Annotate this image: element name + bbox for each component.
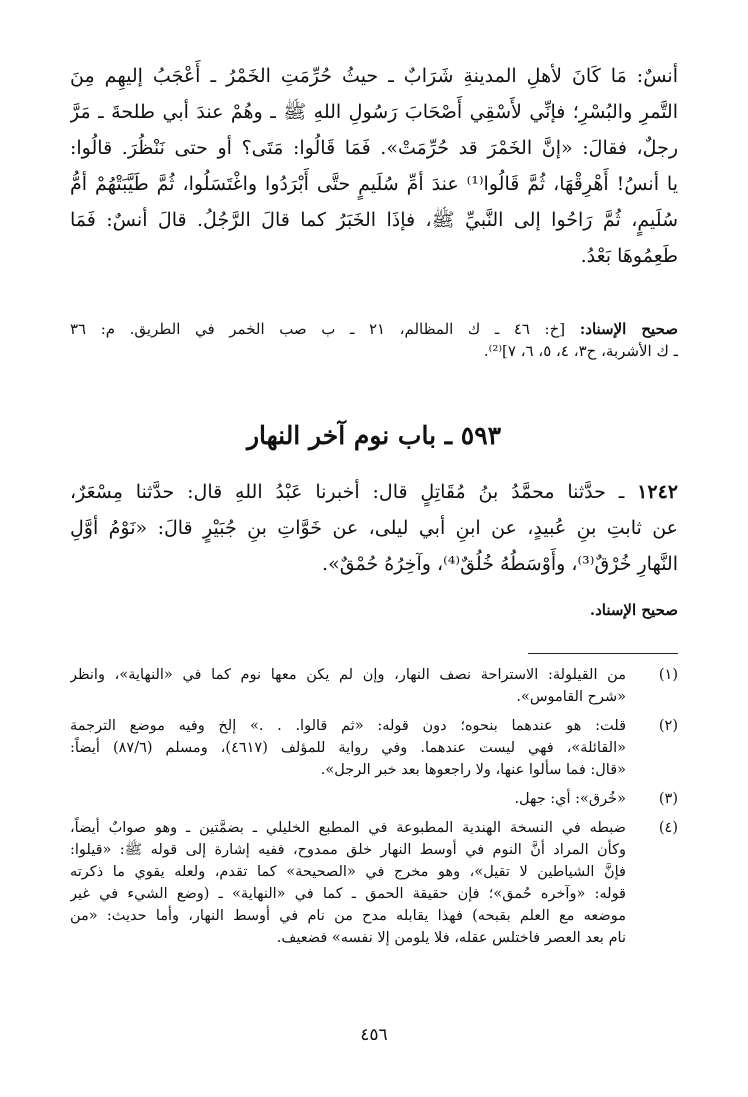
isnad-refs: [خ: ٤٦ ـ ك المظالم، ٢١ ـ ب صب الخمر في الطريق. م: ٣٦ bbox=[70, 320, 580, 338]
text-line: طَعِمُوهَا بَعْدُ. bbox=[580, 245, 678, 267]
footnote-number: (٢) bbox=[658, 718, 678, 734]
page-number: ٤٥٦ bbox=[360, 1025, 388, 1045]
footnote-line: «قال: فما سألوا عنها، ولا راجعوها بعد خبر الرجل». bbox=[320, 762, 626, 778]
isnad-grading-2: صحيح الإسناد. bbox=[589, 601, 678, 619]
isnad-line bbox=[70, 318, 678, 340]
footnote-number: (١) bbox=[658, 667, 678, 683]
footnote-text bbox=[70, 664, 626, 708]
hadith-1242 bbox=[70, 474, 678, 582]
footnote-text bbox=[70, 715, 626, 781]
text-line: التَّمرِ والبُسْرِ؛ فإنِّي لأَسْقِي أَصْحَابَ رَسُولِ اللهِ ﷺ ـ وهُمْ عندَ أبي طلحةَ ـ مَرَّ bbox=[70, 101, 678, 123]
footnote-line: من القيلولة: الاستراحة نصف النهار، وإن لم يكن معها نوم كما في «النهاية»، وانظر bbox=[70, 667, 626, 683]
footnote-line: ضبطه في النسخة الهندية المطبوعة في المطبع الخليلي ـ بضمَّتين ـ وهو صوابٌ أيضاً، bbox=[70, 820, 626, 836]
text-line: يا أنسُ! أَهْرِقْهَا، ثُمَّ قَالُوا⁽¹⁾ عندَ أمِّ سُلَيمٍ حتَّى أَبْرَدُوا واغْتَسَلُوا، ثُمَّ طَيَّبَتْهُمْ أمُّ bbox=[70, 173, 678, 195]
footnote-line: «شرح القاموس». bbox=[516, 689, 626, 705]
footnote bbox=[70, 817, 678, 949]
isnad-line: ـ ك الأشربة، ح٣، ٤، ٥، ٦، ٧]⁽²⁾. bbox=[483, 342, 678, 360]
isnad-label: صحيح الإسناد: bbox=[579, 320, 678, 338]
hadith-number: ١٢٤٢ bbox=[637, 481, 678, 503]
text-line bbox=[70, 474, 678, 510]
text-line: أنسٌ: مَا كَانَ لأهلِ المدينةِ شَرَابٌ ـ حيثُ حُرِّمَتِ الخَمْرُ ـ أَعْجَبُ إليهِم مِنَ bbox=[70, 65, 678, 87]
text-line: عن ثابتِ بنِ عُبيدٍ، عن ابنِ أبي ليلى، عن خَوَّاتِ بنِ جُبَيْرٍ قالَ: «نَوْمُ أوَّلِ bbox=[70, 517, 678, 539]
footnote-line: وكأن المراد أنَّ النوم في أوسط النهار خلق ممدوح، ففيه إشارة إلى قوله ﷺ: «قيلوا: bbox=[70, 842, 626, 858]
footnote-line: فإنَّ الشياطين لا تقيل»، وهو مخرج في «الصحيحة» كما تقدم، ولعله يقوي ما ذكرته bbox=[70, 864, 626, 880]
footnotes bbox=[70, 664, 678, 956]
footnote bbox=[70, 664, 678, 708]
text-line: سُلَيمٍ، ثُمَّ رَاحُوا إلى النَّبيِّ ﷺ، فإذَا الخَبَرُ كما قالَ الرَّجُلُ. قالَ أنسٌ: فَمَا bbox=[70, 209, 678, 231]
footnote-text bbox=[70, 817, 626, 949]
text-line: رجلٌ، فقالَ: «إنَّ الخَمْرَ قد حُرِّمَتْ». فَمَا قَالُوا: مَتَى؟ أو حتى نَنْظُرَ. قالُوا: bbox=[70, 137, 678, 159]
isnad-grading-1 bbox=[70, 318, 678, 362]
footnote-text bbox=[70, 788, 626, 810]
footnote bbox=[70, 788, 678, 810]
footnote-line: نام بعد العصر فاختلس عقله، فلا يلومن إلا نفسه» فضعيف. bbox=[276, 930, 626, 946]
footnote bbox=[70, 715, 678, 781]
footnote-line: موضعه مع العلم بقبحه) فهذا يقابله مدح من نام في أوسط النهار، وأما حديث: «من bbox=[70, 908, 626, 924]
footnote-divider bbox=[528, 653, 678, 654]
footnote-line: «خُرق»: أي: جهل. bbox=[514, 791, 626, 807]
footnote-line: «القائلة»، فهي ليست عندهما. وفي رواية للمؤلف (٤٦١٧)، ومسلم (٨٧/٦) أيضاً: bbox=[70, 740, 626, 756]
hadith-continuation bbox=[70, 58, 678, 274]
text-line: النَّهارِ خُرْقٌ⁽³⁾، وأَوْسَطُهُ خُلُقٌ⁽⁴⁾، وآخِرُهُ حُمْقٌ». bbox=[322, 553, 678, 575]
chapter-title: ٥٩٣ ـ باب نوم آخر النهار bbox=[246, 421, 502, 450]
hadith-chain: ـ حدَّثنا محمَّدُ بنُ مُقَاتِلٍ قال: أخبرنا عَبْدُ اللهِ قال: حدَّثنا مِسْعَرٌ، bbox=[70, 481, 638, 503]
footnote-line: قلت: هو عندهما بنحوه؛ دون قوله: «ثم قالوا. . .» إلخ وفيه موضع الترجمة bbox=[70, 718, 626, 734]
footnote-number: (٤) bbox=[658, 820, 678, 836]
footnote-line: قوله: «وآخره حُمق»؛ فإن حقيقة الحمق ـ كما في «النهاية» ـ (وضع الشيء في غير bbox=[70, 886, 626, 902]
footnote-number: (٣) bbox=[658, 791, 678, 807]
